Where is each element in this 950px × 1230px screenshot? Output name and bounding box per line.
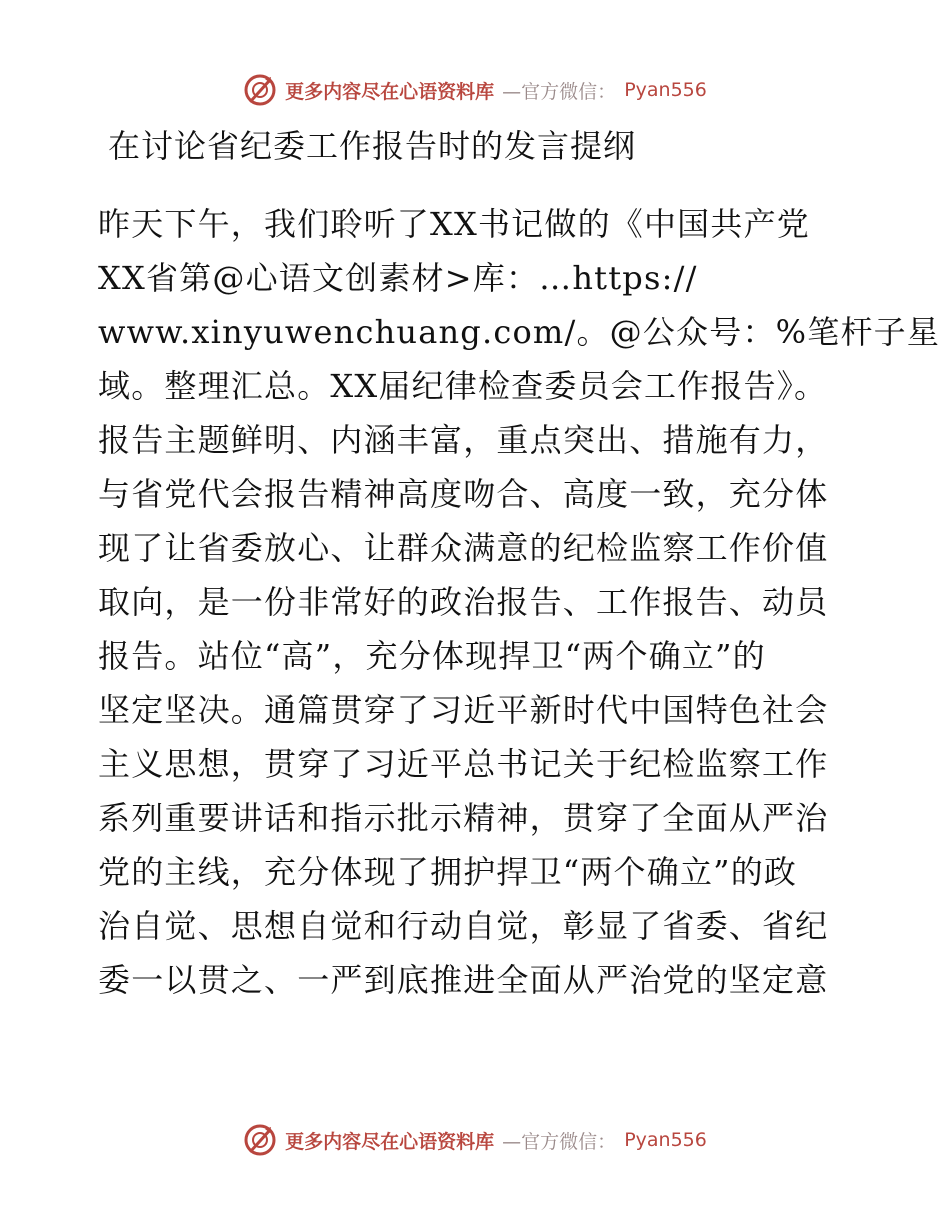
body-line: 治自觉、思想自觉和行动自觉，彰显了省委、省纪 — [98, 907, 829, 945]
body-line: XX省第@心语文创素材>库：…https:// — [98, 259, 698, 297]
body-line: 现了让省委放心、让群众满意的纪检监察工作价值 — [98, 529, 829, 567]
footer-banner — [0, 1122, 950, 1158]
body-line: 报告主题鲜明、内涵丰富，重点突出、措施有力， — [98, 421, 829, 459]
document-title: 在讨论省纪委工作报告时的发言提纲 — [108, 127, 637, 165]
body-line: 与省党代会报告精神高度吻合、高度一致，充分体 — [98, 475, 829, 513]
body-line: 系列重要讲话和指示批示精神，贯穿了全面从严治 — [98, 799, 829, 837]
banner-slogan: 更多内容尽在心语资料库 — [285, 80, 495, 103]
brand-logo-icon — [243, 1123, 277, 1157]
banner-wechat-id: Pyan556 — [624, 79, 707, 101]
banner-wechat-label: —官方微信： — [502, 1130, 617, 1153]
body-line: 昨天下午，我们聆听了XX书记做的《中国共产党 — [98, 205, 810, 243]
body-line: 取向，是一份非常好的政治报告、工作报告、动员 — [98, 583, 829, 621]
body-line: 报告。站位“高”，充分体现捍卫“两个确立”的 — [98, 637, 766, 675]
body-line: 域。整理汇总。XX届纪律检查委员会工作报告》。 — [98, 367, 828, 405]
banner-slogan: 更多内容尽在心语资料库 — [285, 1130, 495, 1153]
body-line: www.xinyuwenchuang.com/。@公众号：%笔杆子星 — [98, 313, 941, 351]
body-line: 坚定坚决。通篇贯穿了习近平新时代中国特色社会 — [98, 691, 829, 729]
body-line: 委一以贯之、一严到底推进全面从严治党的坚定意 — [98, 961, 829, 999]
banner-wechat-label: —官方微信： — [502, 80, 617, 103]
document-body — [98, 197, 941, 1007]
brand-logo-icon — [243, 73, 277, 107]
banner-wechat-id: Pyan556 — [624, 1129, 707, 1151]
body-line: 党的主线，充分体现了拥护捍卫“两个确立”的政 — [98, 853, 798, 891]
header-banner — [0, 72, 950, 108]
body-line: 主义思想，贯穿了习近平总书记关于纪检监察工作 — [98, 745, 829, 783]
